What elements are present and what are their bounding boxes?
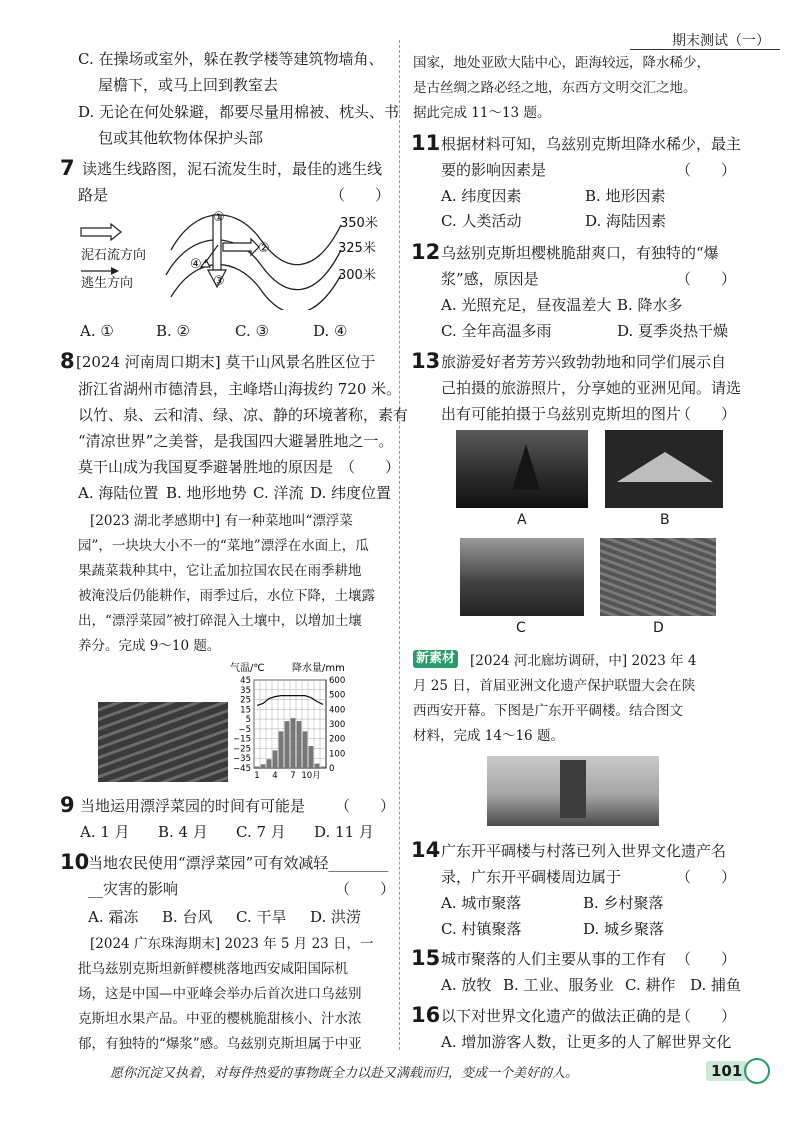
q13-text-line3: 出有可能拍摄于乌兹别克斯坦的图片 <box>441 405 682 423</box>
q7-option-d: D. ④ <box>313 322 348 340</box>
precip-tick-label: 300 <box>329 720 346 730</box>
q7-option-a: A. ① <box>80 322 114 340</box>
q12-text-line1: 乌兹别克斯坦樱桃脆甜爽口，有独特的“爆 <box>441 244 719 262</box>
material1-line4: 被淹没后仍能耕作，雨季过后，水位下降，土壤露 <box>78 588 375 604</box>
q14-option-b: B. 乡村聚落 <box>583 894 664 912</box>
q11-option-d: D. 海陆因素 <box>585 212 667 230</box>
q15-number: 15 <box>411 946 441 970</box>
precip-tick-label: 0 <box>329 764 335 774</box>
material2-cont-line3: 据此完成 11～13 题。 <box>413 105 551 121</box>
material1-line5: 出，“漂浮菜园”被打碎混入土壤中，以增加土壤 <box>78 613 362 629</box>
month-tick-label: 7 <box>290 771 296 781</box>
q6-option-d-line2: 包或其他软物体保护头部 <box>98 129 264 147</box>
q7-option-b: B. ② <box>156 322 191 340</box>
q12-number: 12 <box>411 240 441 264</box>
q9-answer-paren: （ ） <box>335 797 396 815</box>
q15-option-c: C. 耕作 <box>625 976 676 994</box>
precip-tick-label: 400 <box>329 705 346 716</box>
q11-text-line2: 要的影响因素是 <box>441 161 547 179</box>
q10-option-a: A. 霜冻 <box>88 908 139 926</box>
column-divider <box>399 40 400 1050</box>
legend-flow-text: 泥石流方向 <box>81 248 147 263</box>
q13-answer-paren: （ ） <box>676 405 737 423</box>
pagoda-shape <box>512 444 540 490</box>
material2-line3: 场，这是中国—中亚峰会举办后首次进口乌兹别 <box>78 986 362 1002</box>
q6-option-c-line1: C. 在操场或室外，躲在教学楼等建筑物墙角、 <box>78 50 384 68</box>
q15-answer-paren: （ ） <box>676 950 737 968</box>
material1-line1: [2023 湖北孝感期中] 有一种菜地叫“漂浮菜 <box>90 513 353 529</box>
material3-line1: [2024 河北廊坊调研，中] 2023 年 4 <box>470 653 697 669</box>
q12-option-b: B. 降水多 <box>617 296 683 314</box>
photo-c-label: C <box>516 620 526 636</box>
legend-flow-arrow <box>81 224 121 240</box>
temp-tick-label: 15 <box>240 705 251 716</box>
q15-text: 城市聚落的人们主要从事的工作有 <box>441 950 667 968</box>
q8-option-b: B. 地形地势 <box>166 484 247 502</box>
q14-option-c: C. 村镇聚落 <box>441 920 522 938</box>
q8-option-a: A. 海陆位置 <box>78 484 159 502</box>
header-title: 期末测试（一） <box>672 33 770 49</box>
q11-option-b: B. 地形因素 <box>585 187 666 205</box>
precip-bar-2 <box>261 764 266 768</box>
q12-answer-paren: （ ） <box>676 270 737 288</box>
temp-tick-label: −15 <box>233 734 251 745</box>
route-label-4: ④ <box>190 257 202 272</box>
q8-number: 8 <box>60 349 75 373</box>
q11-number: 11 <box>411 131 441 155</box>
q12-option-c: C. 全年高温多雨 <box>441 322 552 340</box>
q8-answer-paren: （ ） <box>340 458 401 476</box>
q11-text-line1: 根据材料可知，乌兹别克斯坦降水稀少，最主 <box>441 135 742 153</box>
temp-tick-label: 45 <box>240 676 251 686</box>
material1-line6: 养分。完成 9～10 题。 <box>78 638 221 654</box>
q16-number: 16 <box>411 1003 441 1027</box>
q8-text-line3: 以竹、泉、云和清、绿、凉、静的环境著称，素有 <box>78 406 409 424</box>
material3-line2: 月 25 日，首届亚洲文化遗产保护联盟大会在陕 <box>413 678 696 694</box>
footer <box>0 1058 800 1088</box>
escape-route-diagram <box>76 205 386 310</box>
material2-line4: 克斯坦水果产品。中亚的樱桃脆甜核小、汁水浓 <box>78 1011 362 1027</box>
q9-option-c: C. 7 月 <box>236 823 286 841</box>
q8-text-line4: “清凉世界”之美誉，是我国四大避暑胜地之一。 <box>78 432 394 450</box>
precip-bar-1 <box>255 767 260 768</box>
precip-tick-label: 600 <box>329 676 346 686</box>
photo-d-landscape <box>600 538 716 616</box>
q6-option-d-line1: D. 无论在何处躲避，都要尽量用棉被、枕头、书 <box>78 103 400 121</box>
mascot-icon <box>744 1058 770 1084</box>
month-tick-label: 10月 <box>301 771 321 781</box>
q14-text-line2: 录，广东开平碉楼周边属于 <box>441 868 622 886</box>
q8-text-line5: 莫干山成为我国夏季避暑胜地的原因是 <box>78 458 334 476</box>
q10-option-b: B. 台风 <box>162 908 213 926</box>
material2-line1: [2024 广东珠海期末] 2023 年 5 月 23 日，一 <box>90 936 374 952</box>
precip-tick-label: 500 <box>329 690 346 701</box>
precip-bar-11 <box>315 764 320 768</box>
q8-option-d: D. 纬度位置 <box>310 484 392 502</box>
legend-escape-text: 逃生方向 <box>81 276 134 291</box>
diaolou-tower <box>560 760 586 818</box>
q16-text: 以下对世界文化遗产的做法正确的是 <box>441 1007 682 1025</box>
route-label-1: ① <box>213 210 225 225</box>
material3-line3: 西西安开幕。下图是广东开平碉楼。结合图文 <box>413 703 683 719</box>
month-tick-label: 1 <box>254 771 260 781</box>
route-label-2: ② <box>258 241 270 256</box>
precip-bar-9 <box>303 731 308 768</box>
photo-b-label: B <box>660 512 670 528</box>
q16-option-a: A. 增加游客人数，让更多的人了解世界文化 <box>441 1033 732 1051</box>
q10-option-d: D. 洪涝 <box>310 908 362 926</box>
contour-label-325: 325米 <box>338 241 376 256</box>
precip-bar-7 <box>291 718 296 768</box>
q15-option-d: D. 捕鱼 <box>690 976 742 994</box>
q12-option-a: A. 光照充足，昼夜温差大 <box>441 296 612 314</box>
footer-motto: 愿你沉淀又执着，对每件热爱的事物既全力以赴又满载而归，变成一个美好的人。 <box>110 1066 579 1081</box>
q10-text-line1: 当地农民使用“漂浮菜园”可有效减轻________ <box>88 854 389 872</box>
q6-option-c-line2: 屋檐下，或马上回到教室去 <box>98 76 279 94</box>
precip-axis-label: 降水量/mm <box>292 663 345 674</box>
q7-text-line2: 路是 <box>78 186 109 204</box>
precip-bar-6 <box>285 721 290 768</box>
material2-line5: 郁，有独特的“爆浆”感。乌兹别克斯坦属于中亚 <box>78 1036 362 1052</box>
material3-line4: 材料，完成 14～16 题。 <box>413 728 564 744</box>
q9-text: 当地运用漂浮菜园的时间有可能是 <box>80 797 306 815</box>
new-material-tag: 新素材 <box>413 650 458 668</box>
q14-text-line1: 广东开平碉楼与村落已列入世界文化遗产名 <box>441 842 727 860</box>
precip-bar-5 <box>279 731 284 768</box>
photo-a-label: A <box>517 512 527 528</box>
temp-tick-label: 35 <box>240 685 251 696</box>
temp-tick-label: 5 <box>245 715 251 726</box>
q9-option-d: D. 11 月 <box>314 823 374 841</box>
q12-text-line2: 浆”感，原因是 <box>441 270 539 288</box>
material2-cont-line2: 是古丝绸之路必经之地，东西方文明交汇之地。 <box>413 80 697 96</box>
photo-c-city <box>460 538 584 616</box>
q8-text-line1: [2024 河南周口期末] 莫干山风景名胜区位于 <box>76 353 376 371</box>
q9-option-b: B. 4 月 <box>158 823 208 841</box>
q14-option-a: A. 城市聚落 <box>441 894 522 912</box>
precip-tick-label: 100 <box>329 749 346 760</box>
q10-number: 10 <box>60 850 90 874</box>
temp-axis-label: 气温/℃ <box>230 663 265 674</box>
precip-bar-10 <box>309 746 314 768</box>
q9-option-a: A. 1 月 <box>80 823 130 841</box>
photo-d-label: D <box>653 620 664 636</box>
material1-line3: 果蔬菜栽种其中，它让孟加拉国农民在雨季耕地 <box>78 563 362 579</box>
page-number: 101 <box>706 1061 747 1081</box>
q7-text-line1: 读逃生线路图，泥石流发生时，最佳的逃生线 <box>82 160 383 178</box>
q11-answer-paren: （ ） <box>676 161 737 179</box>
precip-bar-12 <box>321 767 326 768</box>
q13-text-line1: 旅游爱好者芳芳兴致勃勃地和同学们展示自 <box>441 353 727 371</box>
material2-cont-line1: 国家，地处亚欧大陆中心，距海较远，降水稀少， <box>413 55 710 71</box>
temp-tick-label: −25 <box>233 744 251 755</box>
q14-answer-paren: （ ） <box>676 868 737 886</box>
q8-option-c: C. 洋流 <box>253 484 304 502</box>
month-tick-label: 4 <box>272 771 278 781</box>
q9-number: 9 <box>60 793 75 817</box>
mountain-shape <box>617 452 713 482</box>
q13-text-line2: 己拍摄的旅游照片，分享她的亚洲见闻。请选 <box>441 379 742 397</box>
q7-number: 7 <box>60 156 75 180</box>
precip-bar-8 <box>297 721 302 768</box>
temp-tick-label: −5 <box>238 724 251 735</box>
temp-tick-label: 25 <box>240 695 251 706</box>
q11-option-a: A. 纬度因素 <box>441 187 522 205</box>
q8-text-line2: 浙江省湖州市德清县，主峰塔山海拔约 720 米。 <box>78 380 402 398</box>
precip-bar-3 <box>267 759 272 768</box>
precip-bar-4 <box>273 750 278 768</box>
material1-line2: 园”，一块块大小不一的“菜地”漂浮在水面上，瓜 <box>78 538 369 554</box>
floating-garden-photo <box>98 702 228 782</box>
temp-tick-label: −45 <box>233 764 251 774</box>
q15-option-b: B. 工业、服务业 <box>503 976 614 994</box>
q16-answer-paren: （ ） <box>676 1007 737 1025</box>
q14-number: 14 <box>411 838 441 862</box>
q10-text-line2: __灾害的影响 <box>88 880 179 898</box>
q7-answer-paren: （ ） <box>330 186 391 204</box>
precip-tick-label: 200 <box>329 734 346 745</box>
temp-tick-label: −35 <box>233 754 251 765</box>
contour-label-300: 300米 <box>338 268 376 283</box>
q14-option-d: D. 城乡聚落 <box>583 920 665 938</box>
route-label-3: ③ <box>213 274 225 289</box>
climate-chart <box>228 660 363 782</box>
header-rule <box>630 49 780 50</box>
contour-label-350: 350米 <box>340 216 378 231</box>
q10-answer-paren: （ ） <box>335 880 396 898</box>
q13-number: 13 <box>411 349 441 373</box>
q7-option-c: C. ③ <box>235 322 269 340</box>
q10-option-c: C. 干旱 <box>236 908 287 926</box>
q12-option-d: D. 夏季炎热干燥 <box>617 322 729 340</box>
q11-option-c: C. 人类活动 <box>441 212 522 230</box>
q15-option-a: A. 放牧 <box>441 976 492 994</box>
material2-line2: 批乌兹别克斯坦新鲜樱桃落地西安咸阳国际机 <box>78 961 348 977</box>
